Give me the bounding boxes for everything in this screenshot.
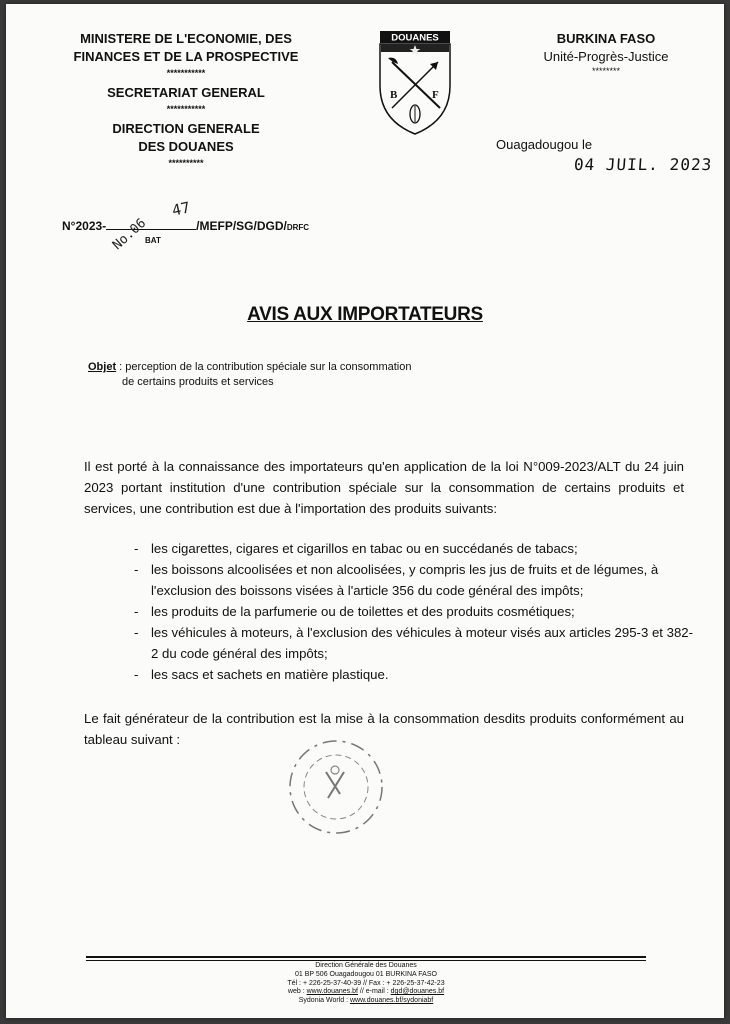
list-item: - les cigarettes, cigares et cigarillos en tabac ou en succédanés de tabacs; (134, 538, 694, 559)
country-header (506, 30, 706, 76)
list-item: - les sacs et sachets en matière plastique. (134, 664, 694, 685)
reference-prefix: N°2023- (62, 219, 107, 233)
footer-org: Direction Générale des Douanes (315, 962, 417, 969)
reference-suffix-small: DRFC (286, 223, 310, 232)
footer-divider-thin (86, 960, 646, 961)
footer-web-email (206, 988, 526, 997)
list-item: - les produits de la parfumerie ou de toilettes et des produits cosmétiques; (134, 601, 694, 622)
footer-address: 01 BP 506 Ouagadougou 01 BURKINA FASO (295, 970, 437, 978)
subject-block (88, 360, 448, 390)
footer-web-label: web : (287, 988, 307, 996)
direction-line-2: DES DOUANES (138, 139, 234, 154)
footer-phone: Tél : + 226-25-37-40-39 // Fax : + 226-25-37-42-23 (287, 979, 445, 987)
secretariat-general: SECRETARIAT GENERAL (107, 85, 265, 100)
emblem-letter-f: F (432, 89, 439, 101)
stamped-date: 04 JUIL. 2023 (573, 155, 713, 174)
reference-suffix: /MEFP/SG/DGD/ (196, 219, 287, 233)
product-list (134, 538, 694, 685)
emblem-banner-text: DOUANES (391, 32, 439, 44)
ministry-line-2: FINANCES ET DE LA PROSPECTIVE (73, 49, 299, 64)
separator-stars-3: ********** (168, 158, 204, 168)
country-name: BURKINA FASO (556, 31, 656, 46)
closing-paragraph: Le fait générateur de la contribution est la mise à la consommation desdits produits conformément au tableau suivant : (84, 711, 684, 747)
reference-number (62, 219, 309, 233)
footer-sydonia (206, 997, 526, 1006)
handwritten-number: 47 (170, 198, 192, 220)
separator-stars-2: *********** (166, 104, 206, 114)
footer-web-link[interactable]: www.douanes.bf (306, 988, 358, 996)
subject-line-2: de certains produits et services (122, 376, 274, 388)
direction-line-1: DIRECTION GENERALE (112, 121, 260, 136)
footer-sydonia-link[interactable]: www.douanes.bf/sydoniabf (349, 997, 434, 1005)
list-item: - les véhicules à moteurs, à l'exclusion des véhicules à moteur visés aux articles 295-3 et 382-2 du code général des impôts; (134, 622, 694, 664)
place-label: Ouagadougou le (496, 137, 593, 152)
intro-paragraph: Il est porté à la connaissance des importateurs qu'en application de la loi N°009-2023/ALT du 24 juin 2023 portant institution d'une contribution spéciale sur la consommation de certains produits et services, une contribution est due à l'importation des produits suivants: (84, 459, 684, 516)
subject-label: Objet (88, 361, 117, 373)
footer-sydonia-label: Sydonia World : (298, 997, 350, 1005)
footer-email-label: // e-mail : (357, 988, 391, 996)
customs-emblem (374, 28, 456, 138)
country-motto: Unité-Progrès-Justice (543, 49, 669, 64)
separator-stars-1: *********** (166, 68, 206, 78)
ministry-line-1: MINISTERE DE L'ECONOMIE, DES (80, 31, 292, 46)
document-title: AVIS AUX IMPORTATEURS (247, 304, 483, 325)
subject-line-1: : perception de la contribution spéciale sur la consommation (116, 361, 412, 373)
emblem-letter-b: B (390, 89, 398, 101)
official-stamp-seal (274, 732, 384, 842)
footer-email-link[interactable]: dgd@douanes.bf (390, 988, 445, 996)
reference-blank (106, 219, 196, 230)
registry-stamp-number: No.06 (110, 215, 150, 254)
registry-stamp-code: BAT (145, 236, 161, 245)
document-page (6, 4, 724, 1018)
list-item: - les boissons alcoolisées et non alcoolisées, y compris les jus de fruits et de légumes, à l'exclusion des boissons visées à l'article 356 du code général des impôts; (134, 559, 694, 601)
footer-divider-thick (86, 956, 646, 958)
ministry-header (56, 30, 316, 174)
footer-contact (206, 962, 526, 1006)
motto-stars: ******** (591, 66, 621, 76)
